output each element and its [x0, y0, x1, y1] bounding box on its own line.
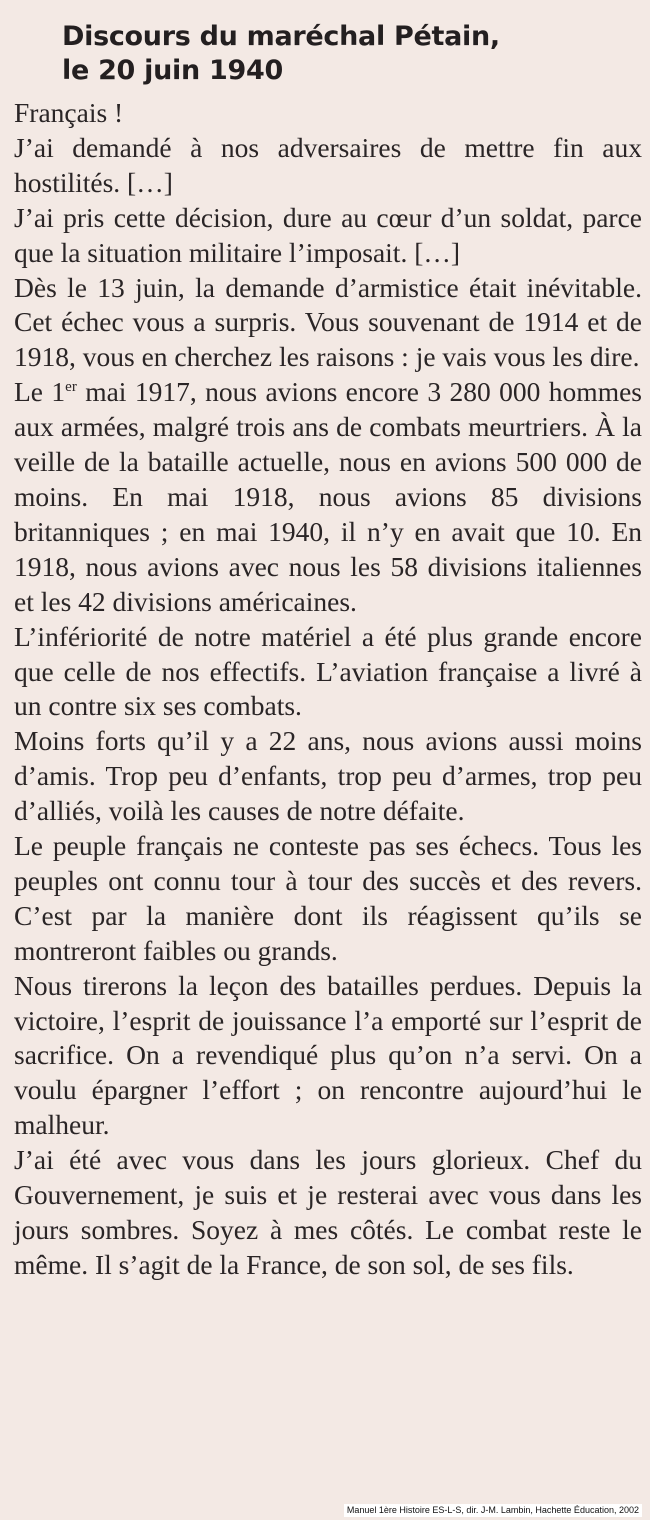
source-credit: Manuel 1ère Histoire ES-L-S, dir. J-M. Lambin, Hachette Éducation, 2002 — [344, 1504, 642, 1517]
ordinal-superscript: er — [65, 379, 77, 396]
speech-text — [14, 96, 642, 1283]
paragraph: J’ai été avec vous dans les jours glorieux. Chef du Gouvernement, je suis et je resterai avec vous dans les jours sombres. Soyez à mes côtés. Le combat reste le même. Il s’agit de la France, de son sol, de ses fils. — [14, 1144, 642, 1280]
paragraph: J’ai demandé à nos adversaires de mettre fin aux hostilités. […] — [14, 131, 642, 198]
paragraph-start: Le 1 — [14, 376, 66, 408]
paragraph: Dès le 13 juin, la demande d’armistice était inévitable. Cet échec vous a surpris. Vous souvenant de 1914 et de 1918, vous en cherchez les raisons : je vais vous les dire. — [14, 271, 642, 373]
title-line-2: le 20 juin 1940 — [62, 55, 283, 86]
paragraph: Le peuple français ne conteste pas ses échecs. Tous les peuples ont connu tour à tour des succès et des revers. C’est par la manière dont ils réagissent qu’ils se montreront faibles ou grands. — [14, 830, 642, 966]
title-line-1: Discours du maréchal Pétain, — [62, 21, 500, 52]
paragraph: Nous tirerons la leçon des batailles perdues. Depuis la victoire, l’esprit de jouissance l’a emporté sur l’esprit de sacrifice. On a revendiqué plus qu’on n’a servi. On a voulu épargner l’effort ; on rencontre aujourd’hui le malheur. — [14, 969, 642, 1141]
paragraph: J’ai pris cette décision, dure au cœur d’un soldat, parce que la situation militaire l’imposait. […] — [14, 201, 642, 268]
paragraph-with-ordinal — [14, 375, 642, 619]
paragraph: Français ! — [14, 97, 124, 128]
document-title — [62, 20, 622, 88]
paragraph-rest: mai 1917, nous avions encore 3 280 000 hommes aux armées, malgré trois ans de combats meurtriers. À la veille de la bataille actuelle, nous en avions 500 000 de moins. En mai 1918, nous avions 85 divisions britanniques ; en mai 1940, il n’y en avait que 10. En 1918, nous avions avec nous les 58 divisions italiennes et les 42 divisions américaines. — [14, 376, 642, 617]
paragraph: L’infériorité de notre matériel a été plus grande encore que celle de nos effectifs. L’aviation française a livré à un contre six ses combats. — [14, 620, 642, 722]
paragraph: Moins forts qu’il y a 22 ans, nous avions aussi moins d’amis. Trop peu d’enfants, trop peu d’armes, trop peu d’alliés, voilà les causes de notre défaite. — [14, 725, 642, 827]
